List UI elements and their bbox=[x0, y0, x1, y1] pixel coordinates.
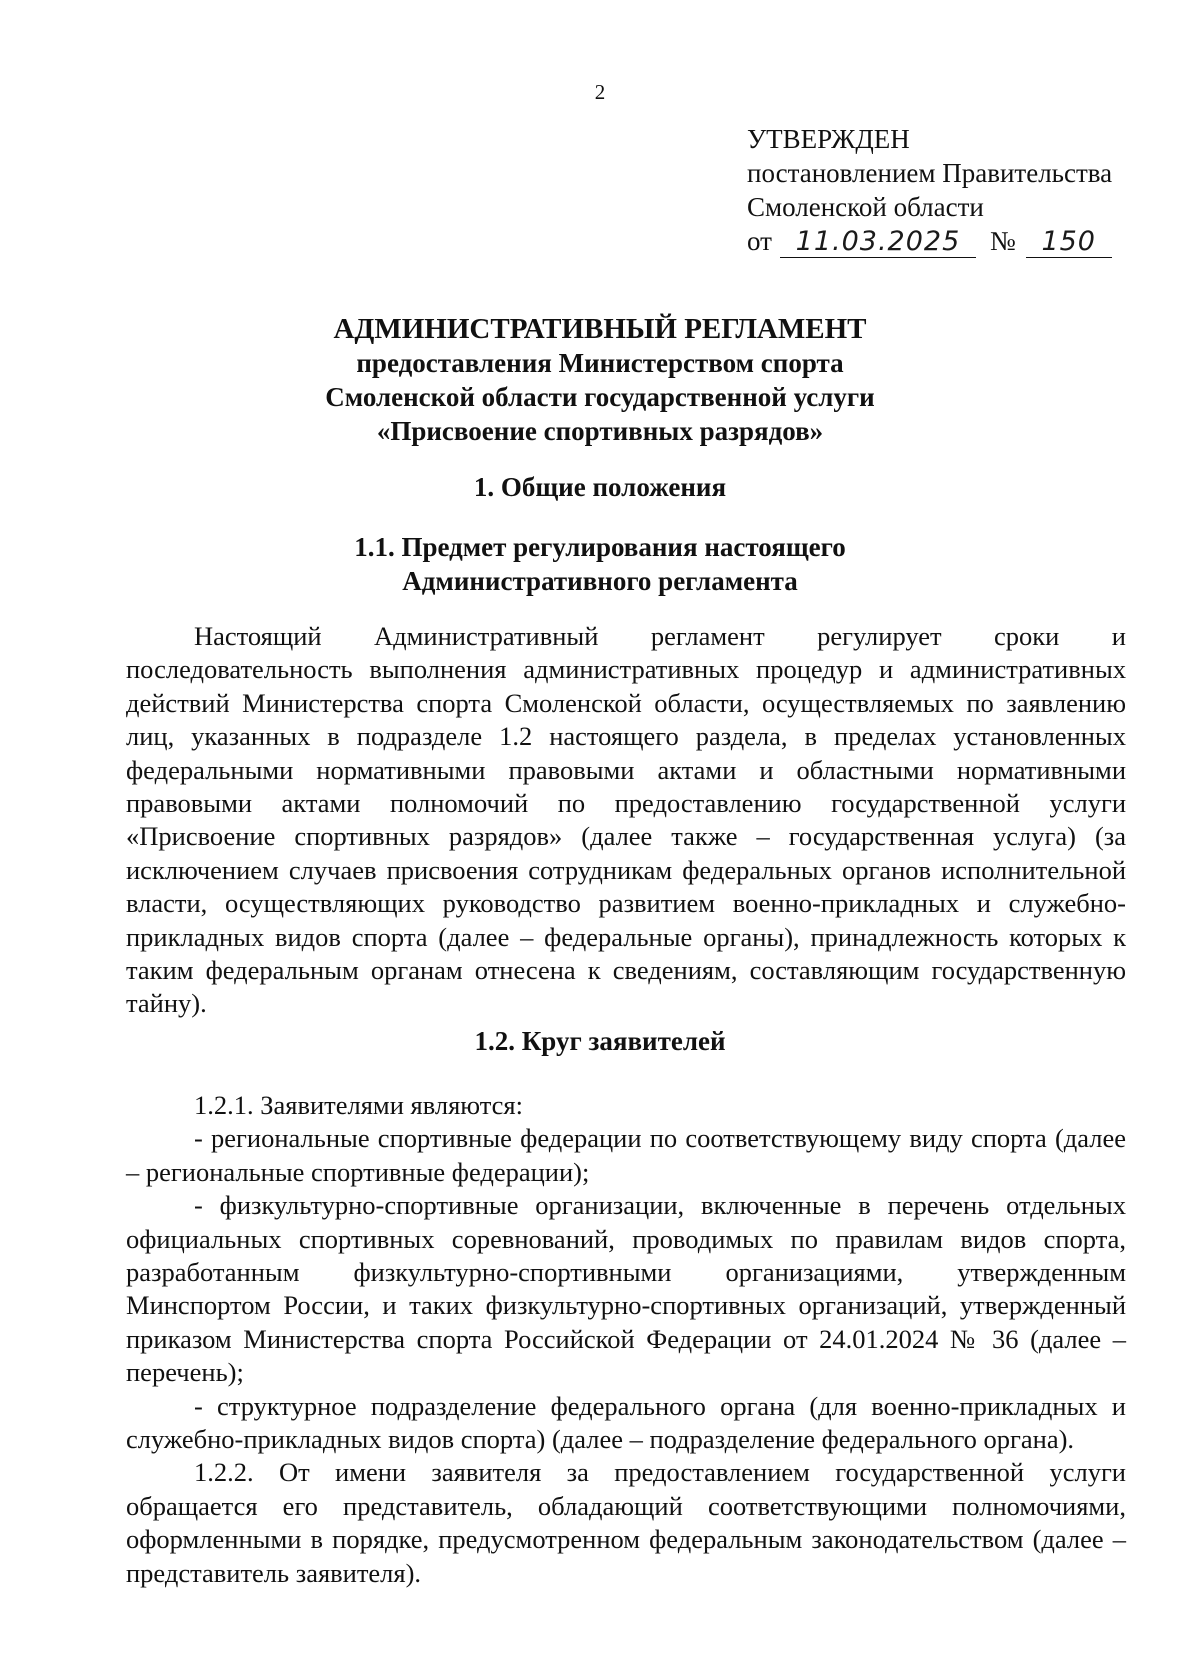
list-item: - структурное подразделение федерального органа (для военно-прикладных и служебно-прикладных видов спорта) (далее – подразделение федерального органа). bbox=[126, 1390, 1126, 1455]
document-title bbox=[0, 312, 1200, 448]
page-number: 2 bbox=[594, 80, 606, 104]
list-item: - региональные спортивные федерации по соответствующему виду спорта (далее – региональные спортивные федерации); bbox=[126, 1123, 1126, 1187]
approval-title: УТВЕРЖДЕН bbox=[747, 124, 910, 154]
section-1-heading: 1. Общие положения bbox=[473, 472, 727, 502]
list-item: - физкультурно-спортивные организации, включенные в перечень отдельных официальных спортивных соревнований, проводимых по правилам видов спорта, разработанным физкультурно-спортивными организациями, утвержденным Минспортом России, и таких физкультурно-спортивных организаций, утвержденный приказом Министерства спорта Российской Федерации от 24.01.2024 № 36 (далее – перечень); bbox=[126, 1190, 1126, 1388]
document-title-line-4: «Присвоение спортивных разрядов» bbox=[376, 416, 824, 446]
subsection-1-1-heading bbox=[0, 530, 1200, 598]
handwritten-number: 150 bbox=[1026, 227, 1112, 258]
handwritten-date: 11.03.2025 bbox=[780, 227, 976, 258]
document-title-line-2: предоставления Министерством спорта bbox=[356, 348, 844, 378]
subsection-1-1-heading-line-1: 1.1. Предмет регулирования настоящего bbox=[354, 532, 846, 562]
document-title-line-3: Смоленской области государственной услуги bbox=[325, 382, 875, 412]
subsection-1-1-paragraph: Настоящий Административный регламент регулирует сроки и последовательность выполнения административных процедур и административных действий Министерства спорта Смоленской области, осуществляемых по заявлению лиц, указанных в подразделе 1.2 настоящего раздела, в пределах установленных федеральными нормативными правовыми актами и областными нормативными правовыми актами полномочий по предоставлению государственной услуги «Присвоение спортивных разрядов» (далее также – государственная услуга) (за исключением случаев присвоения сотрудникам федеральных органов исполнительной власти, осуществляющих руководство развитием военно-прикладных и служебно-прикладных видов спорта (далее – федеральные органы), принадлежность которых к таким федеральным органам отнесена к сведениям, составляющим государственную тайну). bbox=[126, 621, 1126, 1019]
approval-date-number-line bbox=[747, 224, 1167, 258]
document-title-line-1: АДМИНИСТРАТИВНЫЙ РЕГЛАМЕНТ bbox=[333, 313, 867, 345]
approval-line-1: постановлением Правительства bbox=[747, 158, 1113, 188]
from-label: от bbox=[747, 226, 772, 256]
subsection-1-2-heading: 1.2. Круг заявителей bbox=[474, 1026, 726, 1056]
approval-line-2: Смоленской области bbox=[747, 192, 984, 222]
number-label: № bbox=[989, 226, 1016, 256]
applicants-list bbox=[126, 1089, 1126, 1590]
approval-stamp-block bbox=[747, 122, 1167, 258]
subsection-1-1-heading-line-2: Административного регламента bbox=[402, 566, 798, 596]
item-1-2-2: 1.2.2. От имени заявителя за предоставлением государственной услуги обращается его представитель, обладающий соответствующими полномочиями, оформленными в порядке, предусмотренном федеральным законодательством (далее – представитель заявителя). bbox=[126, 1457, 1126, 1588]
item-1-2-1: 1.2.1. Заявителями являются: bbox=[194, 1090, 523, 1120]
